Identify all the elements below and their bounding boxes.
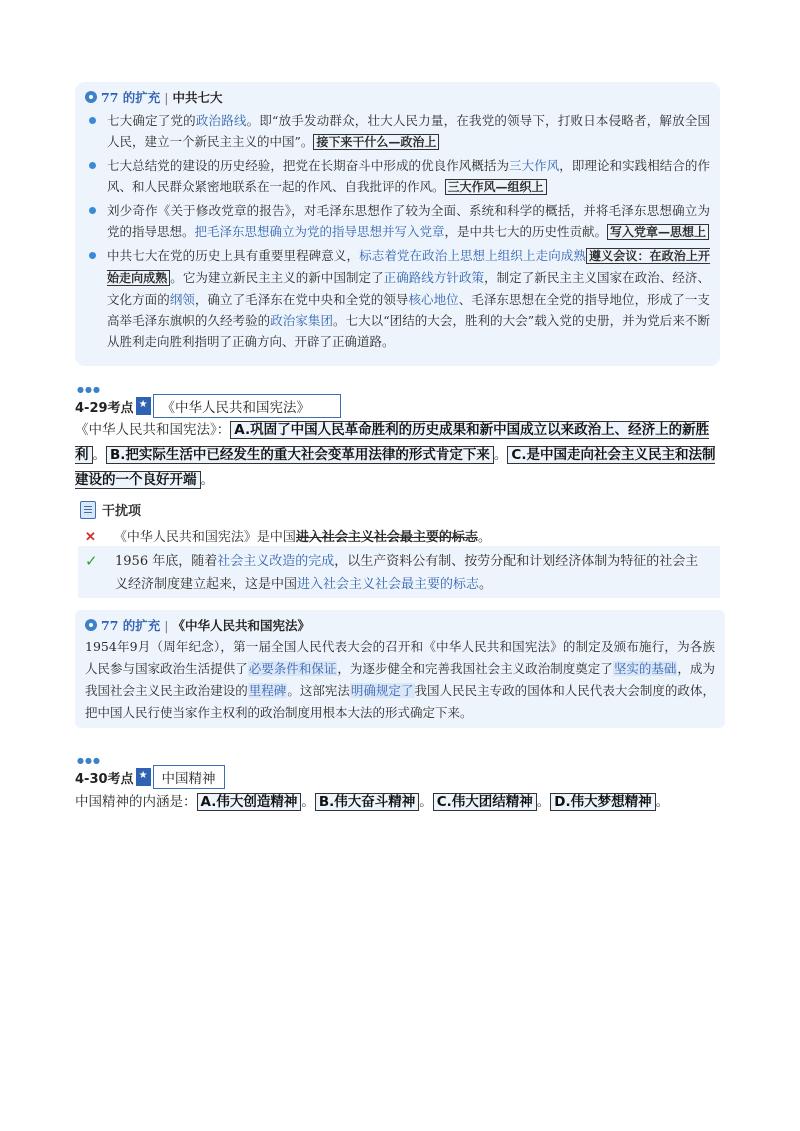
star-flag-icon: ★: [136, 768, 151, 786]
star-flag-icon: ★: [136, 397, 151, 415]
expansion-box-qida: [75, 82, 720, 366]
kaodian-title: 《中华人民共和国宪法》: [153, 394, 341, 418]
expansion-title: 中共七大: [172, 90, 223, 105]
answer-box-b: B.把实际生活中已经发生的重大社会变革用法律的形式肯定下来: [106, 446, 494, 464]
expansion-header: [85, 616, 715, 634]
answer-box-a: A.伟大创造精神: [197, 793, 302, 811]
wrong-statement: ✕ 《中华人民共和国宪法》是中国进入社会主义社会最主要的标志。: [85, 530, 491, 545]
answer-box-c: C.伟大团结精神: [433, 793, 537, 811]
correct-statement: ✓ 1956 年底，随着社会主义改造的完成，以生产资料公有制、按劳分配和计划经济体制为特征的社会主义经济制度建立起来，这是中国进入社会主义社会最主要的标志。: [85, 552, 699, 592]
expansion-tag: 77 的扩充: [101, 618, 161, 633]
header-separator: |: [164, 617, 169, 633]
kaodian-4-29-content: 《中华人民共和国宪法》： A.巩固了中国人民革命胜利的历史成果和新中国成立以来政治上、经济上的新胜利 。 B.把实际生活中已经发生的重大社会变革用法律的形式肯定下来 。 C.是中国走向社会主义民主和法制建设的一个良好开端 。: [75, 422, 716, 488]
document-icon: [80, 501, 96, 519]
decor-dots-icon: ●●●: [77, 756, 101, 765]
kaodian-header-4-29: [75, 385, 341, 418]
distractor-header: [80, 500, 141, 519]
expansion-header: [85, 88, 710, 106]
note-box: 写入党章—思想上: [607, 224, 709, 240]
location-pin-icon: [85, 91, 97, 103]
answer-box-a: A.巩固了中国人民革命胜利的历史成果和新中国成立以来政治上、经济上的新胜利: [75, 422, 710, 463]
list-item: 中共七大在党的历史上具有重要里程碑意义，标志着党在政治上思想上组织上走向成熟 遵义会议：在政治上开始走向成熟 。它为建立新民主主义的新中国制定了正确路线方针政策，制定了新民主主义国家在政治、经济、文化方面的纲领，确立了毛泽东在党中央和全党的领导核心地位、毛泽东思想在全党的指导地位，形成了一支高举毛泽东旗帜的久经考验的政治家集团。七大以“团结的大会，胜利的大会”载入党的史册，并为党后来不断从胜利走向胜利指明了正确方向、开辟了正确道路。: [85, 245, 710, 352]
list-item: 七大总结党的建设的历史经验，把党在长期奋斗中形成的优良作风概括为三大作风，即理论和实践相结合的作风、和人民群众紧密地联系在一起的作风、自我批评的作风。 三大作风—组织上: [85, 155, 710, 198]
note-box: 三大作风—组织上: [445, 179, 547, 195]
list-item: 刘少奇作《关于修改党章的报告》，对毛泽东思想作了较为全面、系统和科学的概括，并将毛泽东思想确立为党的指导思想。把毛泽东思想确立为党的指导思想并写入党章，是中共七大的历史性贡献。 写入党章—思想上: [85, 200, 710, 243]
check-icon: ✓: [85, 552, 98, 570]
kaodian-title: 中国精神: [153, 765, 225, 789]
answer-box-d: D.伟大梦想精神: [550, 793, 655, 811]
note-box: 接下来干什么—政治上: [313, 134, 439, 150]
kaodian-header-4-30: [75, 756, 225, 789]
decor-dots-icon: ●●●: [77, 385, 101, 394]
expansion-box-constitution: [75, 610, 725, 728]
kaodian-number: 4-30考点: [75, 771, 134, 787]
distractor-title: 干扰项: [102, 504, 142, 519]
bullet-list: [85, 110, 710, 352]
kaodian-number: 4-29考点: [75, 400, 134, 416]
expansion-body: 1954年9月（周年纪念），第一届全国人民代表大会的召开和《中华人民共和国宪法》的制定及颁布施行，为各族人民参与国家政治生活提供了必要条件和保证，为逐步健全和完善我国社会主义政治制度奠定了坚实的基础，成为我国社会主义民主政治建设的里程碑。这部宪法明确规定了我国人民民主专政的国体和人民代表大会制度的政体，把中国人民行使当家作主权利的政治制度用根本大法的形式确定下来。: [85, 639, 715, 720]
answer-box-c: C.是中国走向社会主义民主和法制建设的一个良好开端: [75, 447, 716, 488]
header-separator: |: [164, 89, 169, 105]
cross-icon: ✕: [85, 530, 96, 545]
kaodian-4-30-content: 中国精神的内涵是： A.伟大创造精神 。 B.伟大奋斗精神 。 C.伟大团结精神 。 D.伟大梦想精神 。: [75, 794, 670, 810]
expansion-title: 《中华人民共和国宪法》: [172, 618, 310, 633]
note-box: 遵义会议：在政治上开始走向成熟: [107, 249, 710, 285]
answer-box-b: B.伟大奋斗精神: [315, 793, 419, 811]
expansion-tag: 77 的扩充: [101, 90, 161, 105]
location-pin-icon: [85, 619, 97, 631]
list-item: 七大确定了党的政治路线。即“放手发动群众，壮大人民力量，在我党的领导下，打败日本侵略者，解放全国人民，建立一个新民主主义的中国”。 接下来干什么—政治上: [85, 110, 710, 153]
